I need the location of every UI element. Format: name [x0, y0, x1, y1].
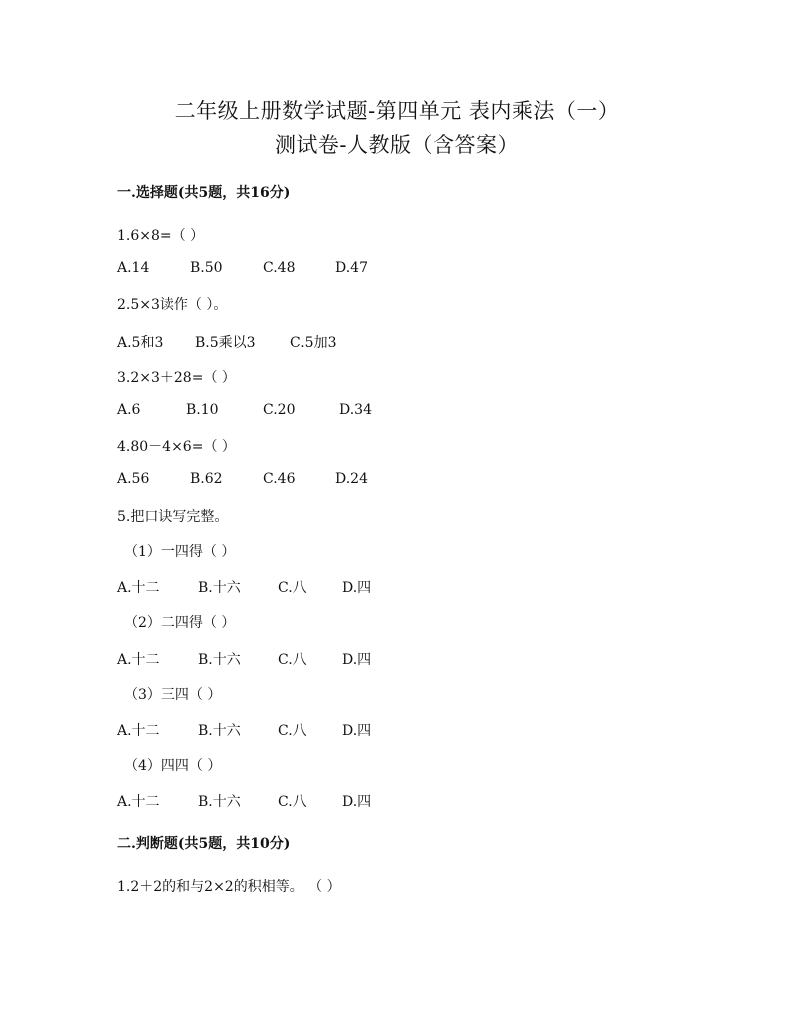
- option-c: C.46: [263, 471, 296, 487]
- page-title-line1: 二年级上册数学试题-第四单元 表内乘法（一）: [174, 99, 620, 123]
- option-d: D.四: [342, 723, 372, 739]
- option-d: D.四: [342, 794, 372, 810]
- option-b: B.十六: [198, 723, 241, 739]
- option-c: C.48: [263, 260, 296, 276]
- option-a: A.56: [117, 471, 150, 487]
- option-a: A.5和3: [117, 335, 164, 351]
- option-c: C.八: [278, 794, 307, 810]
- option-c: C.八: [278, 580, 307, 596]
- option-c: C.20: [263, 402, 296, 418]
- option-b: B.十六: [198, 580, 241, 596]
- option-d: D.34: [339, 402, 372, 418]
- question-1-stem: 1.6×8=（ ）: [117, 228, 205, 244]
- option-a: A.十二: [117, 794, 160, 810]
- option-a: A.6: [117, 402, 141, 418]
- question-5-part-4-stem: （4）四四（ ）: [124, 758, 222, 774]
- option-b: B.5乘以3: [195, 335, 256, 351]
- option-d: D.四: [342, 580, 372, 596]
- option-a: A.十二: [117, 723, 160, 739]
- question-5-part-2-stem: （2）二四得（ ）: [124, 615, 236, 631]
- question-5-part-3-stem: （3）三四（ ）: [124, 687, 222, 703]
- option-a: A.十二: [117, 580, 160, 596]
- page-title-line2: 测试卷-人教版（含答案）: [274, 133, 520, 157]
- option-d: D.24: [335, 471, 368, 487]
- option-c: C.八: [278, 652, 307, 668]
- option-a: A.14: [117, 260, 150, 276]
- section-heading-choice: 一.选择题(共5题，共16分): [117, 185, 291, 201]
- question-5-part-1-stem: （1）一四得（ ）: [124, 544, 236, 560]
- option-a: A.十二: [117, 652, 160, 668]
- option-d: D.47: [335, 260, 368, 276]
- option-d: D.四: [342, 652, 372, 668]
- option-c: C.八: [278, 723, 307, 739]
- option-b: B.62: [190, 471, 223, 487]
- question-2-stem: 2.5×3读作（ ）。: [117, 297, 228, 313]
- section-heading-judgement: 二.判断题(共5题，共10分): [117, 836, 291, 852]
- option-c: C.5加3: [290, 335, 337, 351]
- question-4-stem: 4.80－4×6=（ ）: [117, 439, 236, 455]
- judgement-1-stem: 1.2＋2的和与2×2的积相等。 （ ）: [117, 879, 341, 895]
- option-b: B.10: [186, 402, 219, 418]
- option-b: B.50: [190, 260, 223, 276]
- question-5-stem: 5.把口诀写完整。: [117, 509, 229, 525]
- option-b: B.十六: [198, 794, 241, 810]
- option-b: B.十六: [198, 652, 241, 668]
- question-3-stem: 3.2×3＋28=（ ）: [117, 370, 236, 386]
